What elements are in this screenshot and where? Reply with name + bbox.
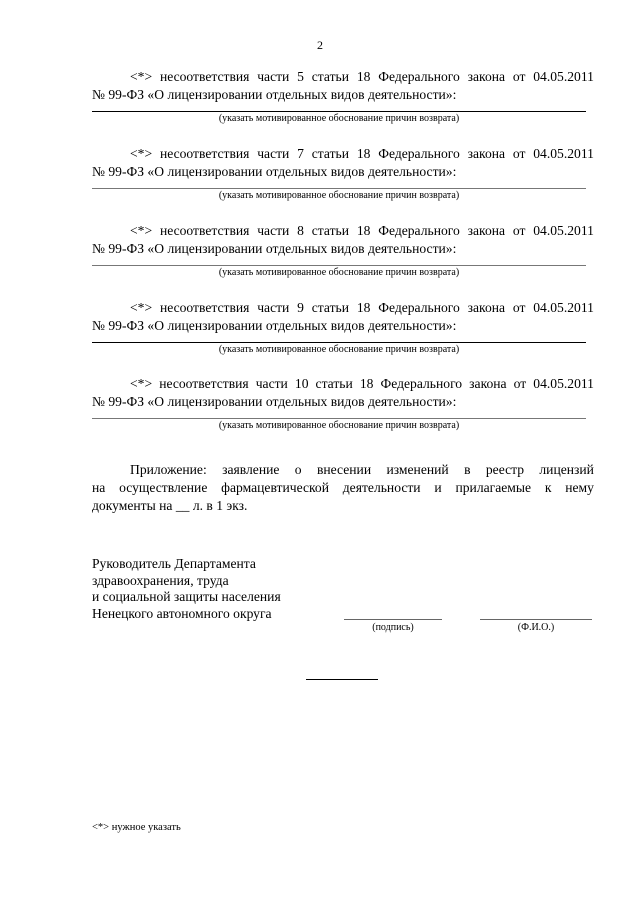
- ground-line-2: № 99-ФЗ «О лицензировании отдельных видов деятельности»:: [92, 394, 457, 409]
- return-ground-part-9: [92, 299, 594, 335]
- footnote: <*> нужное указать: [92, 822, 181, 833]
- reason-caption: (указать мотивированное обоснование причин возврата): [218, 267, 460, 278]
- signature-caption: (подпись): [372, 622, 414, 633]
- ground-line-1: <*> несоответствия части 10 статьи 18 Федерального закона от 04.05.2011: [130, 376, 594, 391]
- ground-line-2: № 99-ФЗ «О лицензировании отдельных видов деятельности»:: [92, 318, 457, 333]
- return-ground-part-7: [92, 145, 594, 181]
- reason-caption: (указать мотивированное обоснование причин возврата): [218, 190, 460, 201]
- name-line: [480, 619, 592, 620]
- end-divider: [306, 679, 378, 680]
- ground-line-1: <*> несоответствия части 5 статьи 18 Федерального закона от 04.05.2011: [130, 69, 594, 84]
- attachment-line-2: на осуществление фармацевтической деятельности и прилагаемые к нему: [92, 480, 594, 495]
- ground-line-2: № 99-ФЗ «О лицензировании отдельных видов деятельности»:: [92, 87, 457, 102]
- attachment-paragraph: [92, 461, 594, 515]
- signer-title: Руководитель Департамента здравоохранения, труда и социальной защиты населения Ненецкого автономного округа: [92, 556, 281, 621]
- reason-fill-line: [92, 342, 586, 343]
- reason-fill-line: [92, 265, 586, 266]
- signature-line: [344, 619, 442, 620]
- reason-caption: (указать мотивированное обоснование причин возврата): [218, 420, 460, 431]
- name-caption: (Ф.И.О.): [517, 622, 555, 633]
- ground-line-1: <*> несоответствия части 9 статьи 18 Федерального закона от 04.05.2011: [130, 300, 594, 315]
- return-ground-part-8: [92, 222, 594, 258]
- reason-fill-line: [92, 111, 586, 112]
- ground-line-1: <*> несоответствия части 7 статьи 18 Федерального закона от 04.05.2011: [130, 146, 594, 161]
- return-ground-part-10: [92, 375, 594, 411]
- page-number: 2: [317, 38, 323, 52]
- ground-line-1: <*> несоответствия части 8 статьи 18 Федерального закона от 04.05.2011: [130, 223, 594, 238]
- reason-fill-line: [92, 418, 586, 419]
- reason-fill-line: [92, 188, 586, 189]
- attachment-line-1: Приложение: заявление о внесении изменений в реестр лицензий: [130, 462, 594, 477]
- reason-caption: (указать мотивированное обоснование причин возврата): [218, 344, 460, 355]
- return-ground-part-5: [92, 68, 594, 104]
- reason-caption: (указать мотивированное обоснование причин возврата): [218, 113, 460, 124]
- attachment-line-3: документы на __ л. в 1 экз.: [92, 498, 248, 513]
- ground-line-2: № 99-ФЗ «О лицензировании отдельных видов деятельности»:: [92, 164, 457, 179]
- ground-line-2: № 99-ФЗ «О лицензировании отдельных видов деятельности»:: [92, 241, 457, 256]
